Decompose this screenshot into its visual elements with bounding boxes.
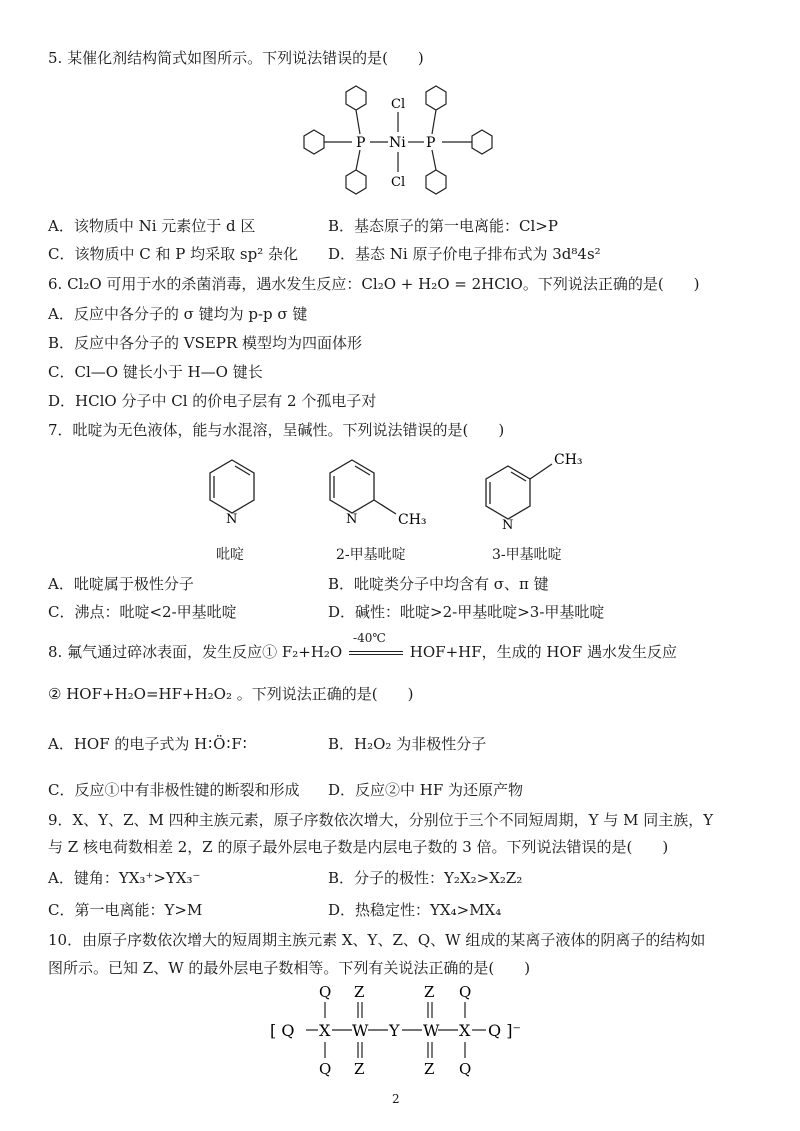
q8-electron-formula: H∶Ö∶F∶ — [194, 735, 248, 753]
q10-bottom-z-right: Z — [424, 1060, 435, 1078]
q7-caption-3-methyl: 3-甲基吡啶 — [492, 547, 562, 563]
q7-stem: 7．吡啶为无色液体，能与水混溶，呈碱性。下列说法错误的是( ) — [48, 421, 505, 439]
q8-option-c: C．反应①中有非极性键的断裂和形成 — [48, 781, 300, 799]
q5-option-a: A．该物质中 Ni 元素位于 d 区 — [48, 217, 256, 235]
q10-chain-q-right: Q ]⁻ — [488, 1021, 521, 1040]
q7-n-2: N — [346, 512, 358, 527]
q5-p-left: P — [356, 135, 366, 151]
q8-option-d: D．反应②中 HF 为还原产物 — [328, 781, 524, 799]
q6-stem: 6. Cl₂O 可用于水的杀菌消毒，遇水发生反应：Cl₂O + H₂O = 2HClO。下列说法正确的是( ) — [48, 275, 700, 293]
q10-chain-w-left: W — [352, 1021, 369, 1040]
q8-reaction-arrow — [347, 631, 405, 662]
q10-bottom-q-right: Q — [459, 1060, 472, 1078]
q7-option-b: B．吡啶类分子中均含有 σ、π 键 — [328, 575, 549, 593]
q7-option-d: D．碱性：吡啶>2-甲基吡啶>3-甲基吡啶 — [328, 603, 605, 621]
q10-stem-line1: 10．由原子序数依次增大的短周期主族元素 X、Y、Z、Q、W 组成的某离子液体的阴离子的结构如 — [48, 931, 706, 949]
q10-anion-structure — [266, 980, 546, 1078]
q10-chain-y: Y — [389, 1021, 400, 1040]
q10-stem-line2: 图所示。已知 Z、W 的最外层电子数相等。下列有关说法正确的是( ) — [48, 959, 531, 977]
q8-stem-pre: 8. 氟气通过碎冰表面，发生反应① F₂+H₂O — [48, 643, 343, 661]
q10-bottom-q-left: Q — [319, 1060, 332, 1078]
q8-option-a-label: A．HOF 的电子式为 — [48, 735, 190, 753]
q10-chain-x-right: X — [459, 1021, 471, 1040]
q10-chain-x-left: X — [319, 1021, 331, 1040]
q7-caption-pyridine: 吡啶 — [216, 547, 244, 563]
q7-option-c: C．沸点：吡啶<2-甲基吡啶 — [48, 603, 237, 621]
q9-option-a: A．键角：YX₃⁺>YX₃⁻ — [48, 869, 201, 887]
q5-stem: 5. 某催化剂结构简式如图所示。下列说法错误的是( ) — [48, 49, 424, 67]
q9-option-b: B．分子的极性：Y₂X₂>X₂Z₂ — [328, 869, 523, 887]
q8-option-b: B．H₂O₂ 为非极性分子 — [328, 735, 487, 753]
q8-stem-line1 — [48, 631, 677, 662]
q5-ni: Ni — [389, 135, 406, 151]
q10-top-z-left: Z — [354, 983, 365, 1001]
q5-option-c: C．该物质中 C 和 P 均采取 sp² 杂化 — [48, 245, 298, 263]
q5-ni-complex-structure — [290, 78, 510, 208]
q6-option-b: B．反应中各分子的 VSEPR 模型均为四面体形 — [48, 334, 363, 352]
q6-option-d: D．HClO 分子中 Cl 的价电子层有 2 个孤电子对 — [48, 392, 377, 410]
q5-option-b: B．基态原子的第一电离能：Cl>P — [328, 217, 558, 235]
q7-option-a: A．吡啶属于极性分子 — [48, 575, 194, 593]
page-number: 2 — [392, 1092, 400, 1106]
q5-cl-top: Cl — [391, 97, 406, 112]
q7-methyl-2: CH₃ — [398, 512, 427, 528]
q8-option-a — [48, 734, 248, 754]
q7-n-3: N — [502, 518, 514, 533]
q7-pyridine-structures — [190, 448, 630, 540]
q7-methyl-3: CH₃ — [554, 452, 583, 468]
q10-top-q-right: Q — [459, 983, 472, 1001]
q9-option-c: C．第一电离能：Y>M — [48, 901, 203, 919]
q10-top-q-left: Q — [319, 983, 332, 1001]
q6-option-c: C．Cl—O 键长小于 H—O 键长 — [48, 363, 263, 381]
q8-condition: -40℃ — [353, 631, 386, 645]
q8-stem-line2: ② HOF+H₂O=HF+H₂O₂ 。下列说法正确的是( ) — [48, 685, 414, 703]
q6-option-a: A．反应中各分子的 σ 键均为 p-p σ 键 — [48, 305, 308, 323]
q10-chain-w-right: W — [423, 1021, 440, 1040]
q5-option-d: D．基态 Ni 原子价电子排布式为 3d⁸4s² — [328, 245, 601, 263]
q9-option-d: D．热稳定性：YX₄>MX₄ — [328, 901, 502, 919]
q7-caption-2-methyl: 2-甲基吡啶 — [336, 547, 406, 563]
q10-top-z-right: Z — [424, 983, 435, 1001]
q9-stem-line1: 9．X、Y、Z、M 四种主族元素，原子序数依次增大，分别位于三个不同短周期，Y 与 M 同主族，Y — [48, 811, 714, 829]
q10-bottom-z-left: Z — [354, 1060, 365, 1078]
q9-stem-line2: 与 Z 核电荷数相差 2，Z 的原子最外层电子数是内层电子数的 3 倍。下列说法错误的是( ) — [48, 838, 669, 856]
q7-n-1: N — [226, 512, 238, 527]
q5-p-right: P — [426, 135, 436, 151]
q5-cl-bottom: Cl — [391, 175, 406, 190]
q10-chain-q-left: [ Q — [270, 1021, 295, 1040]
q8-stem-post: HOF+HF，生成的 HOF 遇水发生反应 — [409, 643, 677, 661]
